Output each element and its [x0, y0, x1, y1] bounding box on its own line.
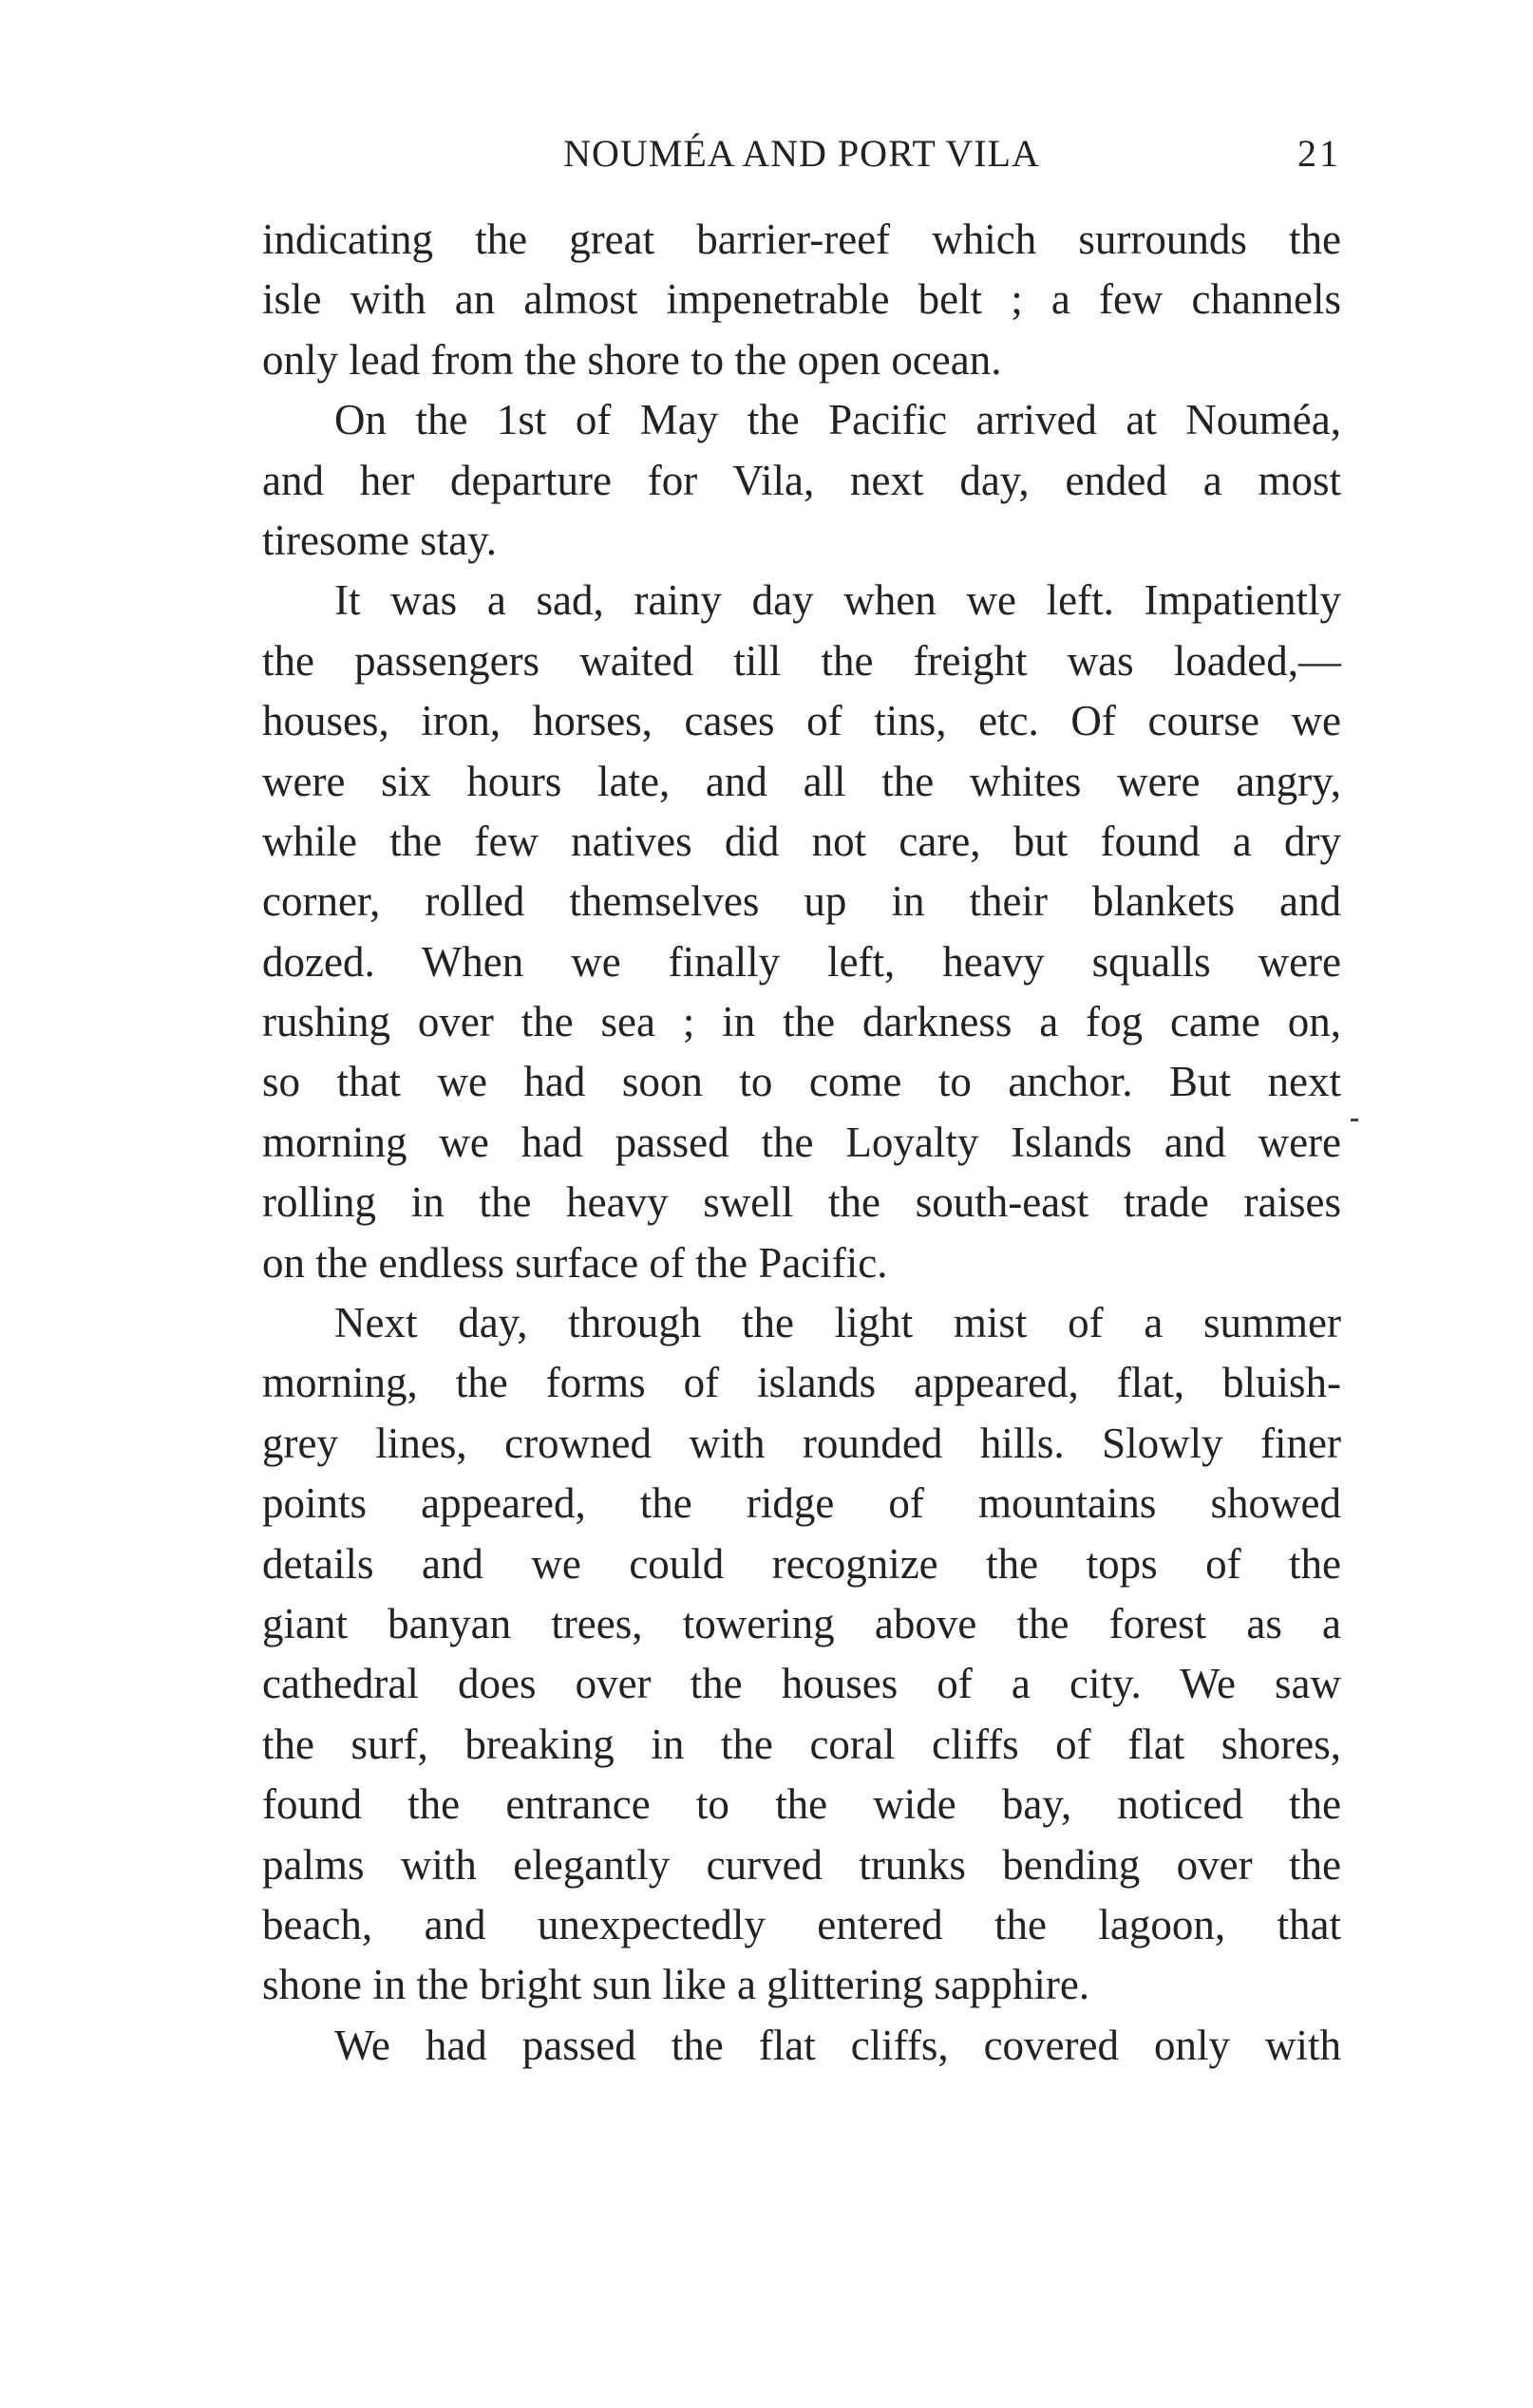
paragraph	[262, 390, 1341, 571]
text-line: morning we had passed the Loyalty Islands and were	[262, 1118, 1341, 1166]
text-line: houses, iron, horses, cases of tins, etc. Of course we	[262, 697, 1341, 745]
text-line: It was a sad, rainy day when we left. Impatiently	[334, 576, 1341, 625]
text-line: shone in the bright sun like a glittering sapphire.	[262, 1961, 1090, 2009]
text-line: were six hours late, and all the whites were angry,	[262, 757, 1341, 805]
paragraph	[262, 1293, 1341, 2016]
text-line: indicating the great barrier-reef which surrounds the	[262, 216, 1341, 263]
margin-mark	[1351, 1119, 1358, 1121]
text-line: cathedral does over the houses of a city. We saw	[262, 1660, 1341, 1708]
text-line: Next day, through the light mist of a summer	[334, 1299, 1341, 1347]
text-line: tiresome stay.	[262, 516, 498, 564]
text-line: while the few natives did not care, but found a dry	[262, 817, 1341, 865]
text-line: details and we could recognize the tops of the	[262, 1539, 1341, 1588]
running-head	[262, 125, 1341, 182]
text-line: grey lines, crowned with rounded hills. Slowly finer	[262, 1419, 1341, 1467]
running-title: NOUMÉA AND PORT VILA	[563, 132, 1040, 175]
paragraph	[262, 2016, 1341, 2076]
text-line: found the entrance to the wide bay, noticed the	[262, 1780, 1341, 1829]
text-line: the surf, breaking in the coral cliffs of flat shores,	[262, 1720, 1341, 1768]
text-line: dozed. When we finally left, heavy squalls were	[262, 937, 1341, 986]
text-line: morning, the forms of islands appeared, flat, bluish-	[262, 1359, 1341, 1407]
text-line: corner, rolled themselves up in their blankets and	[262, 877, 1341, 926]
text-line: the passengers waited till the freight was loaded,—	[262, 636, 1341, 685]
text-line: points appeared, the ridge of mountains showed	[262, 1479, 1341, 1528]
text-line: rolling in the heavy swell the south-east trade raises	[262, 1178, 1341, 1227]
text-line: rushing over the sea ; in the darkness a fog came on,	[262, 998, 1341, 1046]
body-text	[262, 210, 1341, 2076]
text-line: only lead from the shore to the open ocean.	[262, 335, 1002, 384]
page-number: 21	[1297, 132, 1341, 175]
text-line: and her departure for Vila, next day, ended a most	[262, 456, 1341, 504]
text-line: beach, and unexpectedly entered the lagoon, that	[262, 1900, 1341, 1948]
text-line: palms with elegantly curved trunks bending over the	[262, 1840, 1341, 1889]
text-line: We had passed the flat cliffs, covered only with	[334, 2021, 1341, 2069]
text-line: On the 1st of May the Pacific arrived at Nouméa,	[334, 396, 1341, 444]
paragraph	[262, 571, 1341, 1293]
text-line: giant banyan trees, towering above the forest as a	[262, 1599, 1341, 1647]
text-line: so that we had soon to come to anchor. But next	[262, 1058, 1341, 1106]
text-line: isle with an almost impenetrable belt ; a few channels	[262, 275, 1341, 324]
text-line: on the endless surface of the Pacific.	[262, 1238, 888, 1287]
paragraph	[262, 210, 1341, 390]
